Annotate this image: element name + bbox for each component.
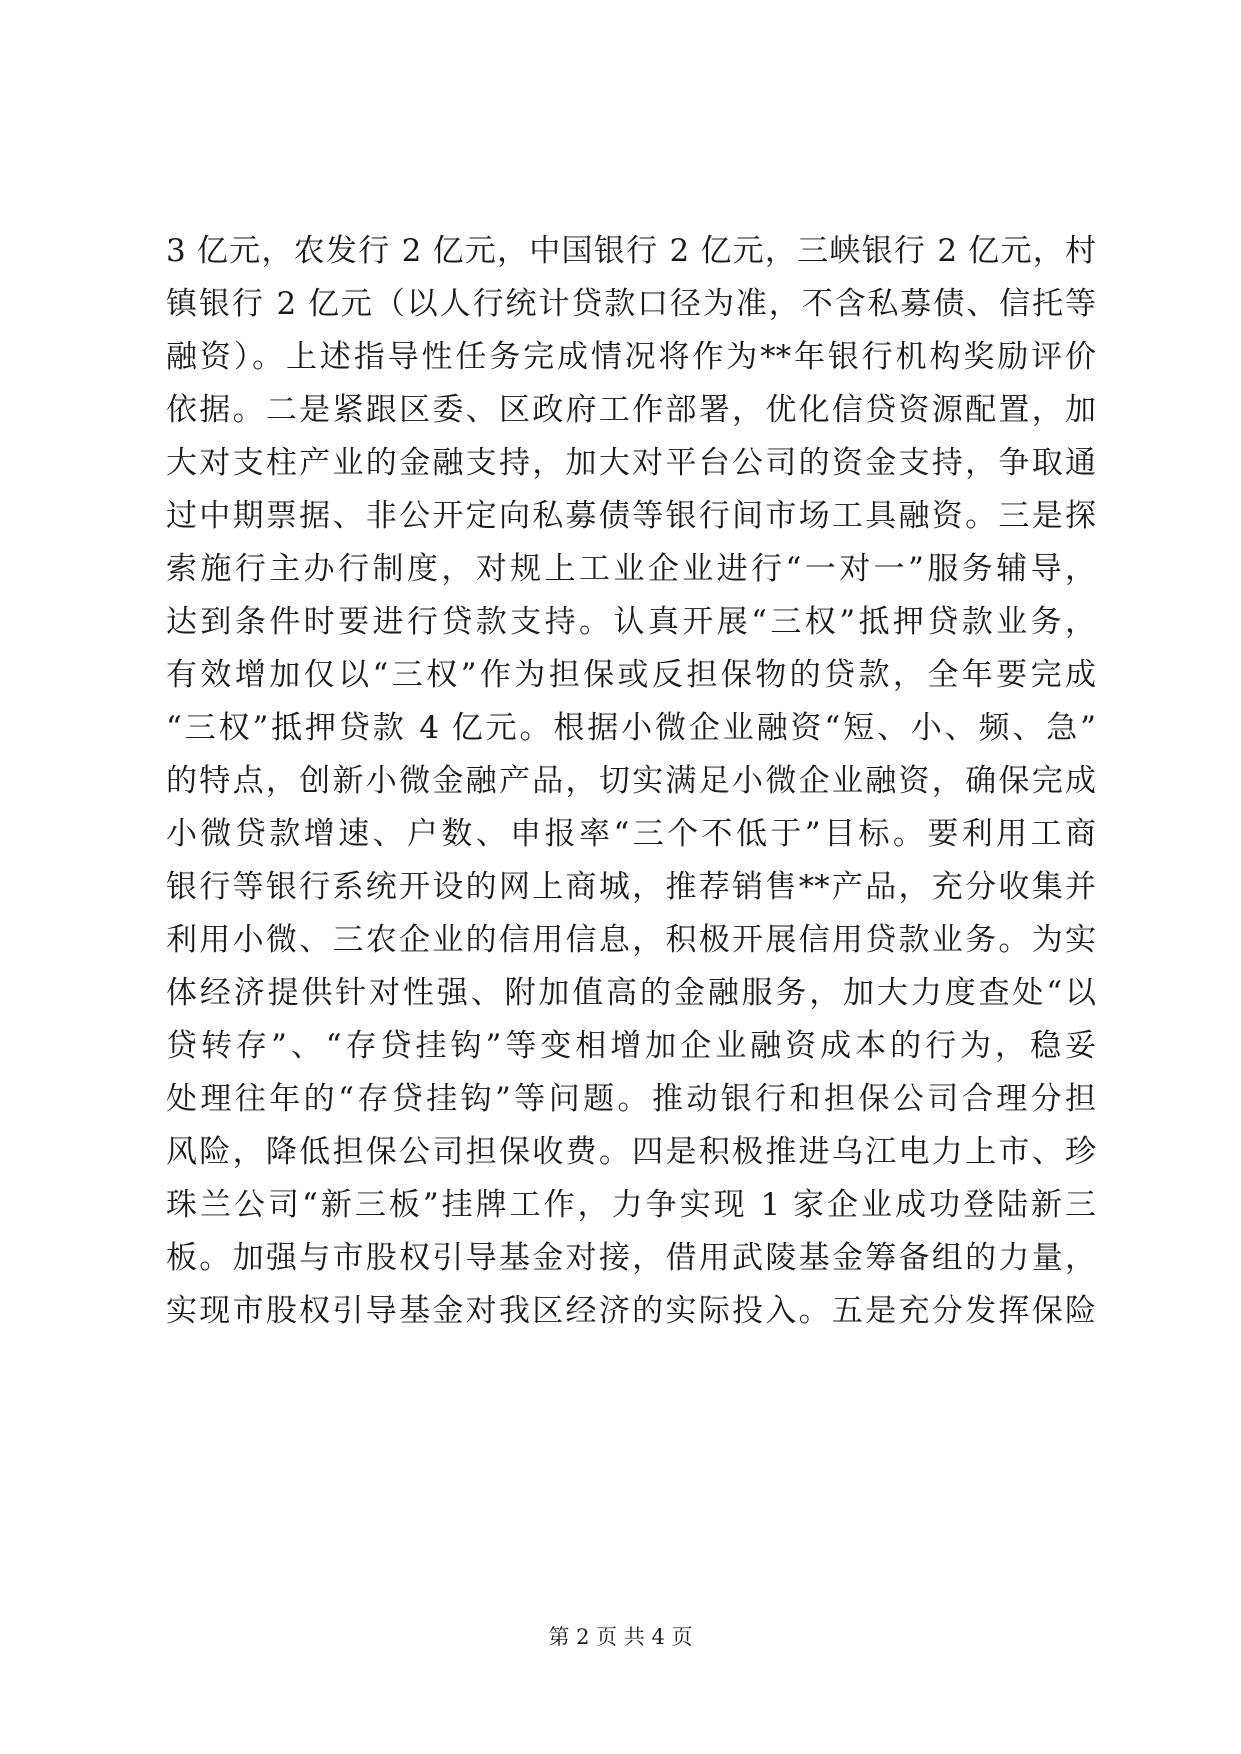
text-line: 索施行主办行制度，对规上工业企业进行“一对一”服务辅导， [166, 551, 1096, 587]
text-line: 大对支柱产业的金融支持，加大对平台公司的资金支持，争取通 [166, 445, 1096, 481]
text-line: 风险，降低担保公司担保收费。四是积极推进乌江电力上市、珍 [166, 1134, 1096, 1170]
text-line: 贷转存”、“存贷挂钩”等变相增加企业融资成本的行为，稳妥 [166, 1028, 1096, 1064]
text-line: “三权”抵押贷款 4 亿元。根据小微企业融资“短、小、频、急” [166, 710, 1096, 746]
text-line: 利用小微、三农企业的信用信息，积极开展信用贷款业务。为实 [166, 922, 1096, 958]
text-line: 3 亿元，农发行 2 亿元，中国银行 2 亿元，三峡银行 2 亿元，村 [166, 233, 1096, 269]
text-line: 融资）。上述指导性任务完成情况将作为**年银行机构奖励评价 [166, 339, 1096, 375]
text-line: 达到条件时要进行贷款支持。认真开展“三权”抵押贷款业务， [166, 604, 1096, 640]
text-line: 镇银行 2 亿元（以人行统计贷款口径为准，不含私募债、信托等 [166, 286, 1096, 322]
text-line: 处理往年的“存贷挂钩”等问题。推动银行和担保公司合理分担 [166, 1081, 1096, 1117]
text-line: 依据。二是紧跟区委、区政府工作部署，优化信贷资源配置，加 [166, 392, 1096, 428]
text-line: 板。加强与市股权引导基金对接，借用武陵基金筹备组的力量， [166, 1240, 1096, 1276]
body-text [166, 225, 1096, 1338]
text-line: 实现市股权引导基金对我区经济的实际投入。五是充分发挥保险 [166, 1293, 1096, 1329]
text-line: 的特点，创新小微金融产品，切实满足小微企业融资，确保完成 [166, 763, 1096, 799]
text-line: 银行等银行系统开设的网上商城，推荐销售**产品，充分收集并 [166, 869, 1096, 905]
text-line: 珠兰公司“新三板”挂牌工作，力争实现 1 家企业成功登陆新三 [166, 1187, 1096, 1223]
text-line: 体经济提供针对性强、附加值高的金融服务，加大力度查处“以 [166, 975, 1096, 1011]
text-line: 小微贷款增速、户数、申报率“三个不低于”目标。要利用工商 [166, 816, 1096, 852]
text-line: 过中期票据、非公开定向私募债等银行间市场工具融资。三是探 [166, 498, 1096, 534]
text-line: 有效增加仅以“三权”作为担保或反担保物的贷款，全年要完成 [166, 657, 1096, 693]
page-footer: 第 2 页 共 4 页 [548, 1625, 693, 1649]
